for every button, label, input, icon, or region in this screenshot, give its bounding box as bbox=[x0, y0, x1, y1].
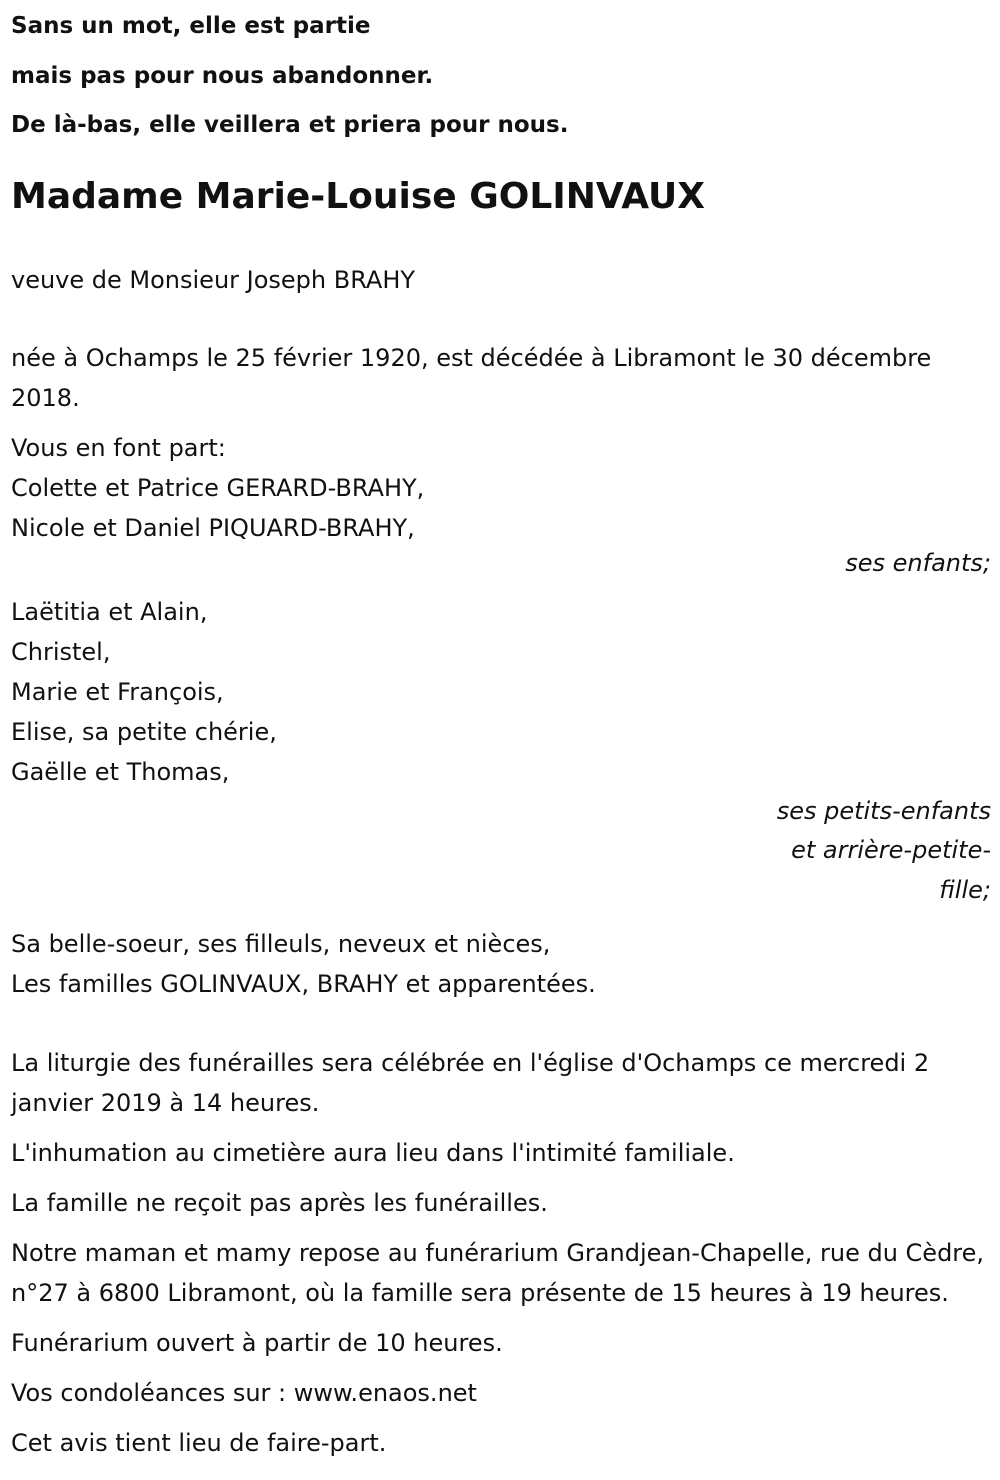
grandchildren-role-line: et arrière-petite- bbox=[791, 836, 991, 864]
grandchildren-block bbox=[11, 592, 991, 792]
children-line: Colette et Patrice GERARD-BRAHY, bbox=[11, 473, 425, 502]
liturgy-paragraph: La liturgie des funérailles sera célébrée en l'église d'Ochamps ce mercredi 2 janvier 2019 à 14 heures. bbox=[11, 1049, 930, 1117]
children-role: ses enfants; bbox=[845, 548, 991, 577]
condolences-paragraph: Vos condoléances sur : www.enaos.net bbox=[11, 1379, 477, 1407]
grandchild-line: Christel, bbox=[11, 637, 111, 666]
notice-paragraph: Cet avis tient lieu de faire-part. bbox=[11, 1429, 387, 1457]
other-family-block bbox=[11, 924, 991, 1004]
verse-line: Sans un mot, elle est partie bbox=[11, 13, 371, 39]
reception-paragraph: La famille ne reçoit pas après les funérailles. bbox=[11, 1189, 548, 1217]
grandchild-line: Laëtitia et Alain, bbox=[11, 597, 208, 626]
family-line: Sa belle-soeur, ses filleuls, neveux et nièces, bbox=[11, 930, 551, 958]
grandchild-line: Elise, sa petite chérie, bbox=[11, 717, 277, 746]
deceased-name: Madame Marie-Louise GOLINVAUX bbox=[11, 175, 706, 217]
verse-line: mais pas pour nous abandonner. bbox=[11, 62, 434, 89]
announce-intro: Vous en font part: bbox=[11, 433, 226, 462]
verse-line: De là-bas, elle veillera et priera pour nous. bbox=[11, 112, 569, 138]
funeral-home-paragraph: Notre maman et mamy repose au funérarium Grandjean-Chapelle, rue du Cèdre, n°27 à 6800 Libramont, où la famille sera présente de 15 heures à 19 heures. bbox=[11, 1239, 985, 1307]
grandchild-line: Gaëlle et Thomas, bbox=[11, 757, 230, 786]
birth-death-paragraph: née à Ochamps le 25 février 1920, est décédée à Libramont le 30 décembre 2018. bbox=[11, 343, 932, 412]
announcement-block bbox=[11, 428, 991, 548]
burial-paragraph: L'inhumation au cimetière aura lieu dans l'intimité familiale. bbox=[11, 1139, 735, 1167]
family-line: Les familles GOLINVAUX, BRAHY et apparentées. bbox=[11, 970, 596, 998]
opening-verse bbox=[11, 2, 991, 151]
grandchild-line: Marie et François, bbox=[11, 677, 224, 706]
opening-hours-paragraph: Funérarium ouvert à partir de 10 heures. bbox=[11, 1329, 503, 1357]
obituary-notice bbox=[11, 0, 991, 1463]
grandchildren-role bbox=[731, 792, 991, 911]
grandchildren-role-line: ses petits-enfants bbox=[776, 796, 991, 825]
grandchildren-role-line: fille; bbox=[939, 875, 991, 904]
widow-of-line: veuve de Monsieur Joseph BRAHY bbox=[11, 265, 416, 294]
children-line: Nicole et Daniel PIQUARD-BRAHY, bbox=[11, 513, 415, 542]
